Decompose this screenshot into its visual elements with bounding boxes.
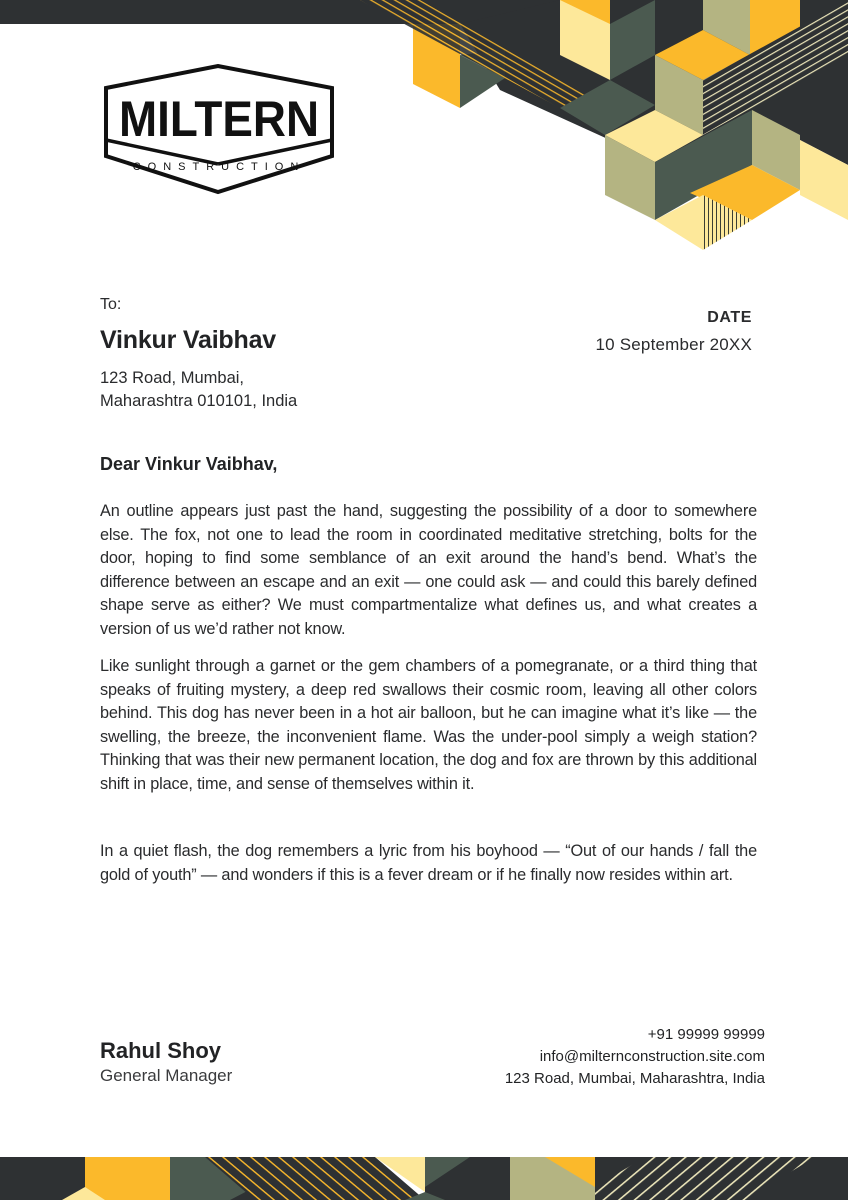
logo-sub-text: CONSTRUCTION [132,161,306,173]
company-logo [104,64,336,196]
footer-decoration [0,1157,848,1200]
date-block [596,309,753,355]
recipient-name: Vinkur Vaibhav [100,326,276,354]
signature-title: General Manager [100,1066,233,1085]
recipient-address-line1: 123 Road, Mumbai, [100,369,244,387]
body-paragraph-1: An outline appears just past the hand, suggesting the possibility of a door to somewhere else. The fox, not one to lead the room in coordinated meditative stretching, bolts for the door, hoping to find some semblance of an exit around the hand’s bend. What’s the difference between an escape and an exit — one could ask — and could this barely defined shape serve as either? We must compartmentalize what defines us, and what creates a version of us we’d rather not know. [100,502,757,638]
contact-address: 123 Road, Mumbai, Maharashtra, India [504,1070,765,1087]
recipient-address [100,367,297,413]
signature-name: Rahul Shoy [100,1038,222,1063]
to-label: To: [100,296,122,313]
contact-phone: +91 99999 99999 [647,1026,765,1043]
date-label: DATE [707,309,752,326]
recipient-address-line2: Maharashtra 010101, India [100,392,298,410]
salutation: Dear Vinkur Vaibhav, [100,454,278,474]
logo-main-text: MILTERN [119,91,319,147]
body-paragraph-3: In a quiet flash, the dog remembers a lyric from his boyhood — “Out of our hands / fall the gold of youth” — and wonders if this is a fever dream or if he finally now resides within art. [100,842,757,884]
contact-info [505,1024,765,1090]
body-paragraph-2: Like sunlight through a garnet or the gem chambers of a pomegranate, or a third thing that speaks of fruiting mystery, a deep red swallows their cosmic room, leaving all other colors behind. This dog has never been in a hot air balloon, but he can imagine what it’s like — the swelling, the breeze, the inconvenient flame. Was the under-pool simply a weigh station? Thinking that was their new permanent location, the dog and fox are thrown by this additional shift in place, time, and sense of themselves within it. [100,657,757,793]
contact-email: info@milternconstruction.site.com [539,1048,765,1065]
date-value: 10 September 20XX [595,335,752,354]
